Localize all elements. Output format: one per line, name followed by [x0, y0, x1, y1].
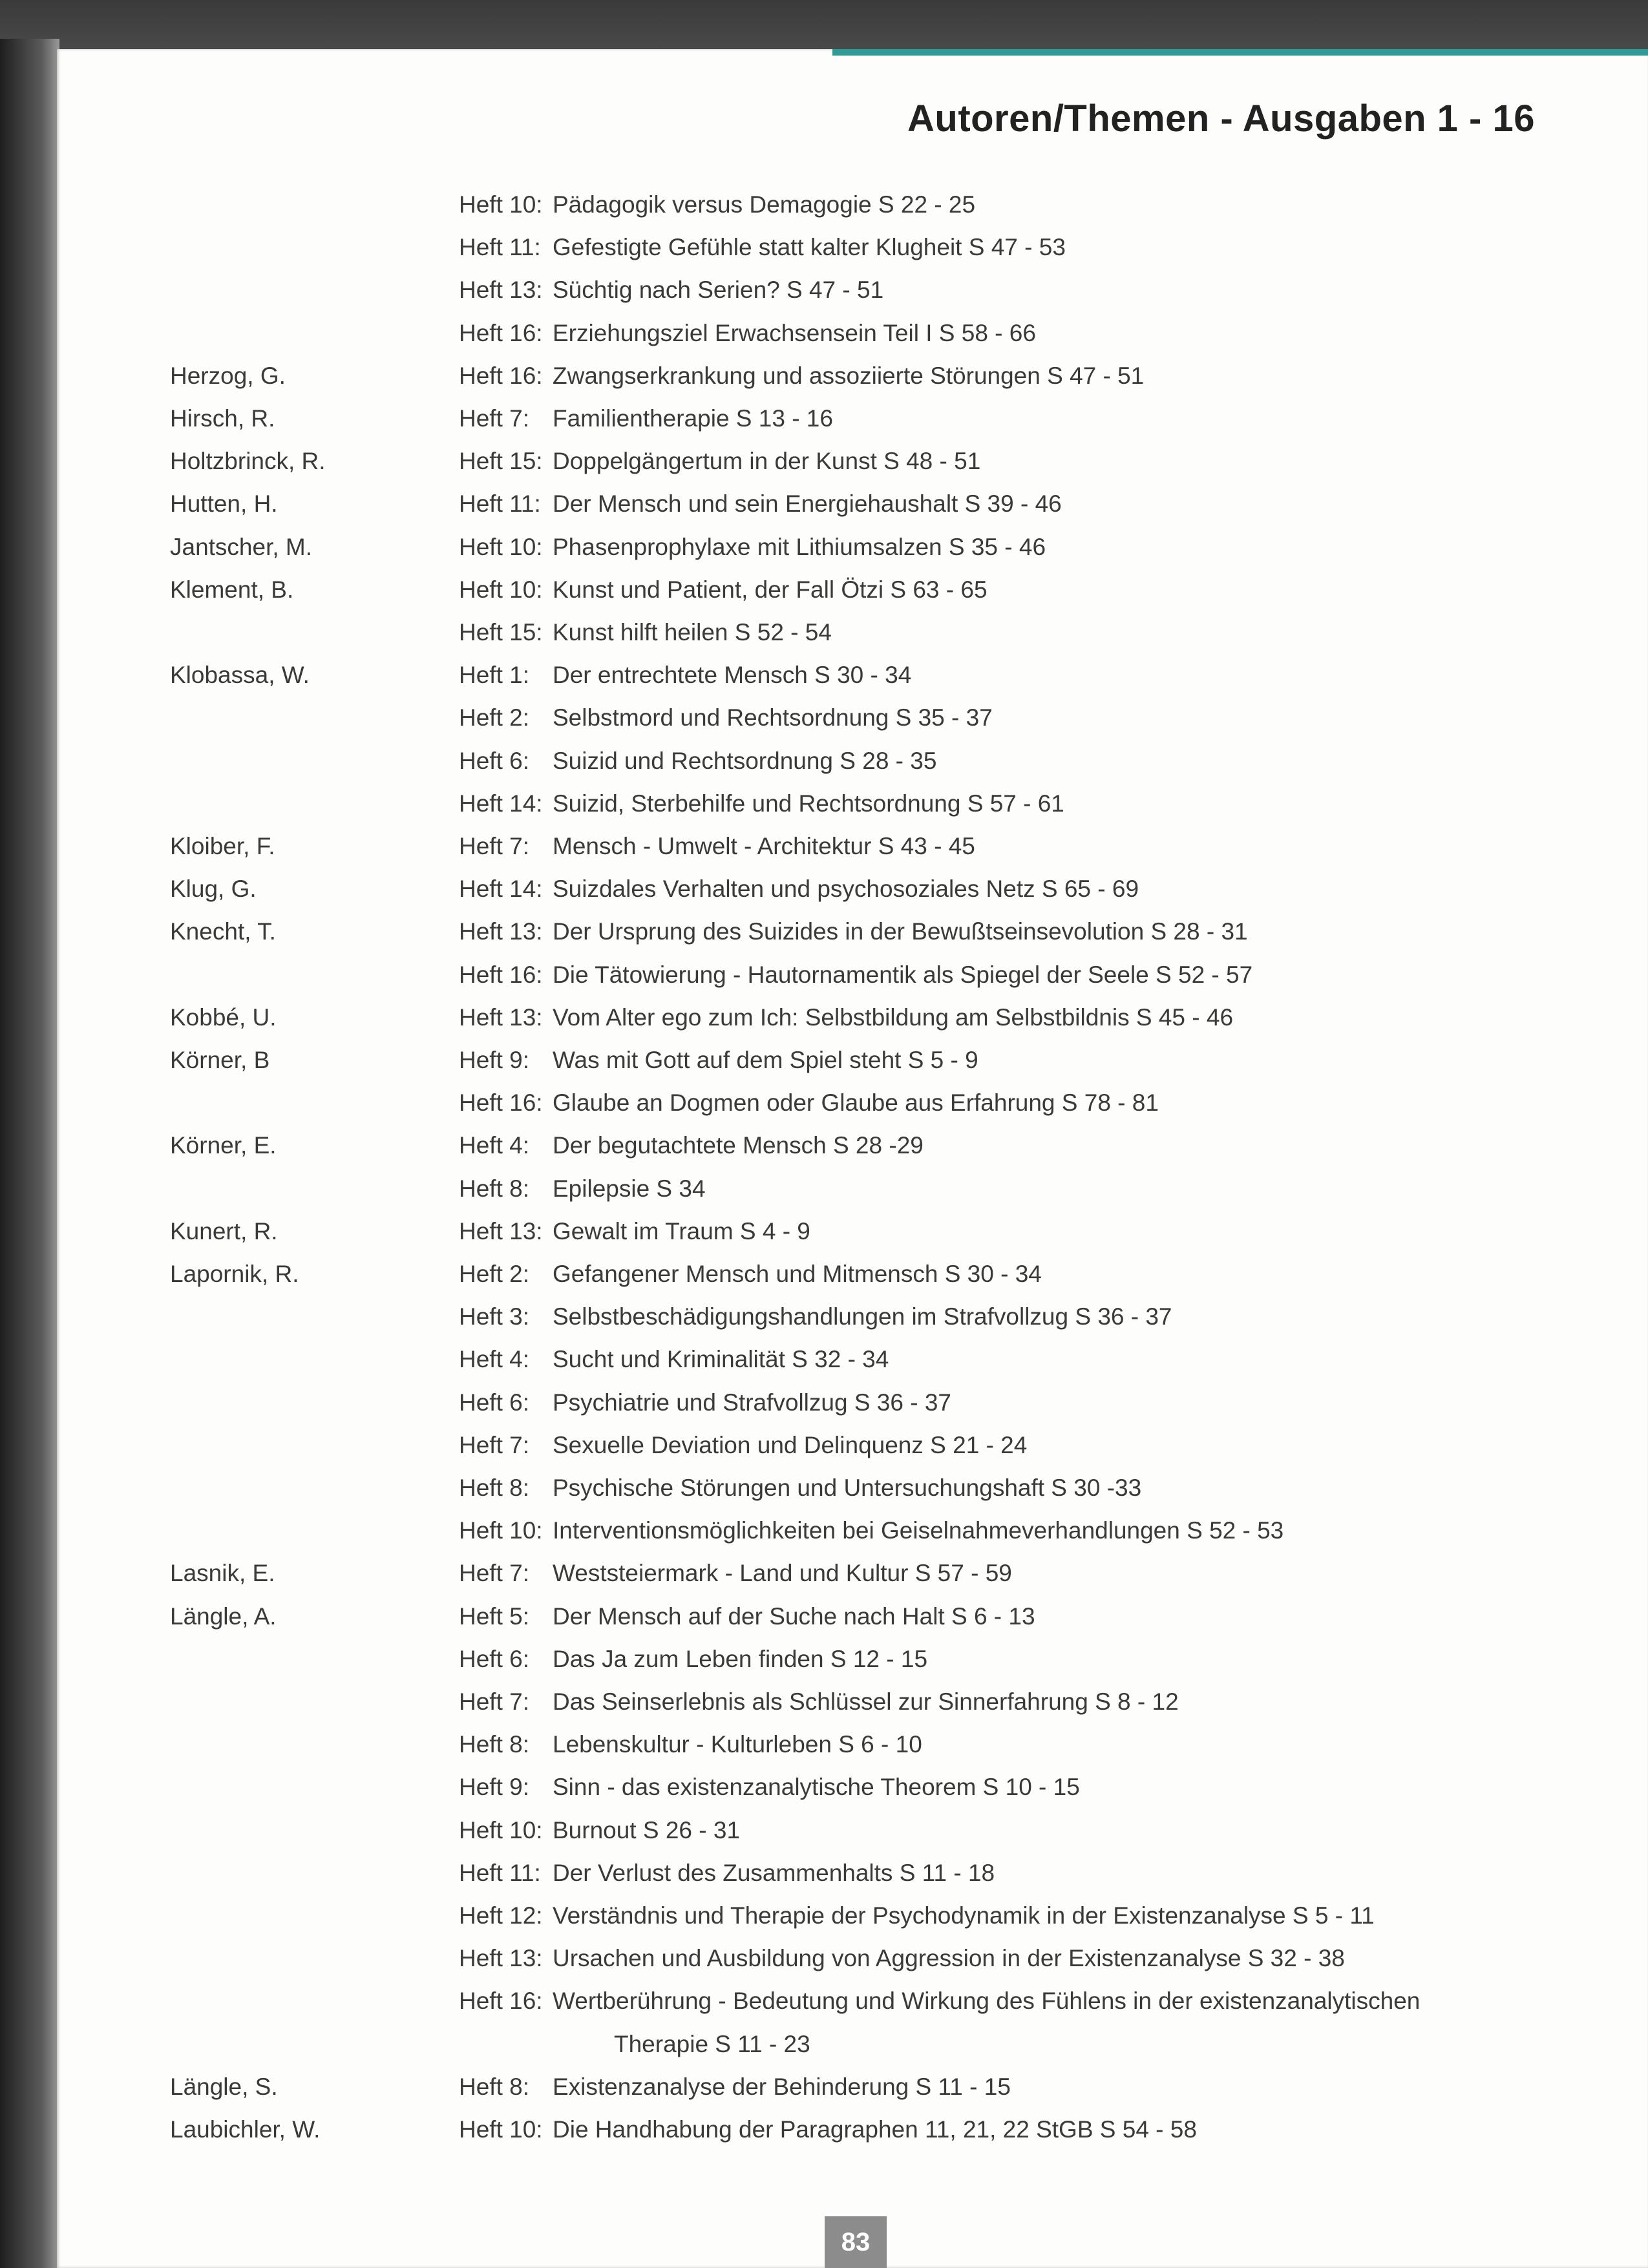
- index-entry-row: [57, 490, 1648, 533]
- entry-article-title: Das Ja zum Leben finden S 12 - 15: [553, 1645, 928, 1672]
- index-entry-row: [57, 1218, 1648, 1261]
- entry-article-title: Erziehungsziel Erwachsensein Teil I S 58 - 66: [553, 319, 1036, 346]
- entry-issue-number: Heft 10:: [459, 576, 543, 603]
- entry-author: Knecht, T.: [170, 918, 276, 945]
- index-entry-row: [57, 1817, 1648, 1860]
- entry-author: Kloiber, F.: [170, 833, 275, 859]
- entry-issue-number: Heft 12:: [459, 1902, 543, 1929]
- entry-issue-number: Heft 3:: [459, 1303, 529, 1330]
- entry-author: Hutten, H.: [170, 490, 278, 518]
- entry-issue-number: Heft 7:: [459, 405, 529, 432]
- entry-article-title: Der entrechtete Mensch S 30 - 34: [553, 662, 912, 689]
- entry-issue-number: Heft 16:: [459, 362, 543, 389]
- entry-article-title: Selbstbeschädigungshandlungen im Strafvollzug S 36 - 37: [553, 1303, 1172, 1330]
- entry-issue-number: Heft 7:: [459, 1431, 529, 1458]
- entry-author: Herzog, G.: [170, 362, 286, 389]
- index-entry-row: [57, 1688, 1648, 1731]
- index-entry-row: [57, 1860, 1648, 1902]
- entry-article-title: Interventionsmöglichkeiten bei Geiselnahmeverhandlungen S 52 - 53: [553, 1517, 1284, 1544]
- entry-article-title: Der Mensch und sein Energiehaushalt S 39 - 46: [553, 490, 1062, 518]
- entry-article-title: Sinn - das existenzanalytische Theorem S 10 - 15: [553, 1774, 1080, 1801]
- entry-article-title: Vom Alter ego zum Ich: Selbstbildung am Selbstbildnis S 45 - 46: [553, 1003, 1234, 1031]
- entry-issue-number: Heft 14:: [459, 876, 543, 903]
- entry-article-title: Existenzanalyse der Behinderung S 11 - 15: [553, 2073, 1011, 2100]
- entry-article-title: Was mit Gott auf dem Spiel steht S 5 - 9: [553, 1047, 978, 1073]
- entry-issue-number: Heft 7:: [459, 1688, 529, 1715]
- index-entry-row: [57, 833, 1648, 876]
- entry-author: Klement, B.: [170, 576, 294, 603]
- index-entry-row: [57, 1047, 1648, 1089]
- entry-author: Kunert, R.: [170, 1217, 278, 1244]
- scan-background-left-edge: [0, 39, 59, 2268]
- index-entry-row: [57, 790, 1648, 833]
- entry-issue-number: Heft 13:: [459, 918, 543, 945]
- entry-article-title: Der begutachtete Mensch S 28 -29: [553, 1132, 924, 1159]
- entry-author: Körner, B: [170, 1047, 270, 1073]
- entry-article-title: Suizid und Rechtsordnung S 28 - 35: [553, 747, 937, 774]
- index-entry-row: [57, 277, 1648, 319]
- entry-issue-number: Heft 13:: [459, 277, 543, 304]
- entry-issue-number: Heft 15:: [459, 448, 543, 475]
- entry-issue-number: Heft 10:: [459, 1816, 543, 1843]
- entry-article-title: Selbstmord und Rechtsordnung S 35 - 37: [553, 704, 993, 731]
- entry-issue-number: Heft 2:: [459, 704, 529, 731]
- index-entry-row: [57, 2031, 1648, 2074]
- entry-article-title: Weststeiermark - Land und Kultur S 57 - 59: [553, 1560, 1012, 1587]
- entry-article-title: Sucht und Kriminalität S 32 - 34: [553, 1346, 889, 1373]
- index-entry-row: [57, 534, 1648, 576]
- entry-article-title: Familientherapie S 13 - 16: [553, 405, 833, 432]
- entry-issue-number: Heft 10:: [459, 533, 543, 560]
- index-entry-row: [57, 619, 1648, 662]
- entry-article-title: Therapie S 11 - 23: [614, 2030, 810, 2057]
- entry-article-title: Gefangener Mensch und Mitmensch S 30 - 34: [553, 1261, 1042, 1287]
- index-entry-row: [57, 1517, 1648, 1560]
- entry-article-title: Phasenprophylaxe mit Lithiumsalzen S 35 - 46: [553, 533, 1046, 560]
- entry-author: Laubichler, W.: [170, 2116, 321, 2143]
- index-entry-row: [57, 576, 1648, 619]
- entry-issue-number: Heft 8:: [459, 1731, 529, 1758]
- index-entry-row: [57, 1731, 1648, 1774]
- entry-article-title: Süchtig nach Serien? S 47 - 51: [553, 277, 884, 304]
- entry-article-title: Zwangserkrankung und assoziierte Störungen S 47 - 51: [553, 362, 1145, 389]
- index-entry-row: [57, 2074, 1648, 2116]
- index-entry-row: [57, 1646, 1648, 1688]
- index-entry-row: [57, 704, 1648, 747]
- entry-issue-number: Heft 10:: [459, 1517, 543, 1544]
- entry-issue-number: Heft 16:: [459, 319, 543, 346]
- index-entry-row: [57, 1774, 1648, 1816]
- entry-issue-number: Heft 4:: [459, 1346, 529, 1373]
- index-entry-row: [57, 320, 1648, 362]
- entry-author: Klug, G.: [170, 876, 257, 903]
- entry-issue-number: Heft 13:: [459, 1945, 543, 1972]
- entry-author: Klobassa, W.: [170, 662, 310, 689]
- entry-article-title: Sexuelle Deviation und Delinquenz S 21 - 24: [553, 1431, 1028, 1458]
- entry-issue-number: Heft 16:: [459, 961, 543, 988]
- entry-author: Lasnik, E.: [170, 1560, 275, 1587]
- index-entry-row: [57, 1560, 1648, 1602]
- entry-article-title: Gefestigte Gefühle statt kalter Klugheit S 47 - 53: [553, 234, 1066, 261]
- index-entry-row: [57, 1945, 1648, 1988]
- entry-issue-number: Heft 11:: [459, 490, 541, 518]
- entry-issue-number: Heft 15:: [459, 619, 543, 646]
- entry-issue-number: Heft 6:: [459, 1645, 529, 1672]
- index-entry-row: [57, 448, 1648, 490]
- entry-article-title: Doppelgängertum in der Kunst S 48 - 51: [553, 448, 981, 475]
- page-number: 83: [825, 2216, 887, 2268]
- index-entry-row: [57, 662, 1648, 704]
- index-entry-row: [57, 1175, 1648, 1218]
- entry-issue-number: Heft 2:: [459, 1261, 529, 1287]
- entry-issue-number: Heft 16:: [459, 1988, 543, 2015]
- entry-issue-number: Heft 14:: [459, 790, 543, 817]
- entry-article-title: Der Ursprung des Suizides in der Bewußtseinsevolution S 28 - 31: [553, 918, 1248, 945]
- entry-article-title: Suizdales Verhalten und psychosoziales Netz S 65 - 69: [553, 876, 1139, 903]
- index-entry-row: [57, 1475, 1648, 1517]
- entry-issue-number: Heft 6:: [459, 747, 529, 774]
- entry-article-title: Ursachen und Ausbildung von Aggression in der Existenzanalyse S 32 - 38: [553, 1945, 1345, 1972]
- scan-background-top: [0, 0, 1648, 52]
- entry-article-title: Verständnis und Therapie der Psychodynamik in der Existenzanalyse S 5 - 11: [553, 1902, 1375, 1929]
- entry-issue-number: Heft 10:: [459, 191, 543, 218]
- entry-issue-number: Heft 10:: [459, 2116, 543, 2143]
- entry-article-title: Burnout S 26 - 31: [553, 1816, 741, 1843]
- entry-issue-number: Heft 11:: [459, 234, 541, 261]
- index-entry-row: [57, 191, 1648, 234]
- entry-issue-number: Heft 5:: [459, 1602, 529, 1630]
- entry-author: Körner, E.: [170, 1132, 277, 1159]
- entry-article-title: Pädagogik versus Demagogie S 22 - 25: [553, 191, 976, 218]
- index-entry-row: [57, 1004, 1648, 1047]
- index-entry-row: [57, 1988, 1648, 2030]
- entry-article-title: Kunst hilft heilen S 52 - 54: [553, 619, 832, 646]
- entry-issue-number: Heft 13:: [459, 1217, 543, 1244]
- entry-article-title: Mensch - Umwelt - Architektur S 43 - 45: [553, 833, 975, 859]
- entry-article-title: Die Tätowierung - Hautornamentik als Spiegel der Seele S 52 - 57: [553, 961, 1253, 988]
- entry-article-title: Psychiatrie und Strafvollzug S 36 - 37: [553, 1389, 951, 1416]
- index-entry-row: [57, 234, 1648, 277]
- entry-article-title: Gewalt im Traum S 4 - 9: [553, 1217, 810, 1244]
- entry-issue-number: Heft 7:: [459, 1560, 529, 1587]
- index-entry-row: [57, 1389, 1648, 1432]
- index-entry-row: [57, 1346, 1648, 1389]
- entry-issue-number: Heft 16:: [459, 1089, 543, 1117]
- entry-issue-number: Heft 8:: [459, 1475, 529, 1501]
- entry-article-title: Der Verlust des Zusammenhalts S 11 - 18: [553, 1859, 995, 1886]
- entry-author: Längle, A.: [170, 1602, 277, 1630]
- index-entry-row: [57, 1603, 1648, 1646]
- document-page: [57, 49, 1648, 2268]
- entry-article-title: Das Seinserlebnis als Schlüssel zur Sinnerfahrung S 8 - 12: [553, 1688, 1179, 1715]
- index-entry-row: [57, 1303, 1648, 1346]
- entry-issue-number: Heft 13:: [459, 1003, 543, 1031]
- entry-issue-number: Heft 9:: [459, 1774, 529, 1801]
- entry-author: Lapornik, R.: [170, 1261, 299, 1287]
- entry-article-title: Glaube an Dogmen oder Glaube aus Erfahrung S 78 - 81: [553, 1089, 1159, 1117]
- index-entry-row: [57, 876, 1648, 918]
- entry-author: Holtzbrinck, R.: [170, 448, 326, 475]
- page-title: Autoren/Themen - Ausgaben 1 - 16: [907, 98, 1535, 140]
- entry-issue-number: Heft 8:: [459, 2073, 529, 2100]
- index-entry-row: [57, 918, 1648, 961]
- entry-issue-number: Heft 8:: [459, 1175, 529, 1202]
- index-entry-row: [57, 1432, 1648, 1475]
- index-entry-row: [57, 961, 1648, 1004]
- entry-issue-number: Heft 4:: [459, 1132, 529, 1159]
- entry-article-title: Wertberührung - Bedeutung und Wirkung des Fühlens in der existenzanalytischen: [553, 1988, 1421, 2015]
- entry-issue-number: Heft 11:: [459, 1859, 541, 1886]
- entry-issue-number: Heft 9:: [459, 1047, 529, 1073]
- entry-issue-number: Heft 1:: [459, 662, 529, 689]
- entry-issue-number: Heft 7:: [459, 833, 529, 859]
- index-entry-row: [57, 1902, 1648, 1945]
- entry-author: Jantscher, M.: [170, 533, 313, 560]
- entry-author: Hirsch, R.: [170, 405, 275, 432]
- index-entry-row: [57, 2116, 1648, 2159]
- index-entry-row: [57, 1261, 1648, 1303]
- entry-article-title: Suizid, Sterbehilfe und Rechtsordnung S 57 - 61: [553, 790, 1064, 817]
- entry-article-title: Der Mensch auf der Suche nach Halt S 6 - 13: [553, 1602, 1035, 1630]
- entry-author: Kobbé, U.: [170, 1003, 277, 1031]
- entry-author: Längle, S.: [170, 2073, 278, 2100]
- entry-article-title: Psychische Störungen und Untersuchungshaft S 30 -33: [553, 1475, 1142, 1501]
- entry-article-title: Kunst und Patient, der Fall Ötzi S 63 - 65: [553, 576, 988, 603]
- index-entry-row: [57, 362, 1648, 405]
- entry-article-title: Die Handhabung der Paragraphen 11, 21, 22 StGB S 54 - 58: [553, 2116, 1197, 2143]
- index-entry-row: [57, 1089, 1648, 1132]
- index-entry-row: [57, 748, 1648, 790]
- index-entry-row: [57, 405, 1648, 448]
- header-accent-strip: [832, 49, 1648, 56]
- entry-article-title: Lebenskultur - Kulturleben S 6 - 10: [553, 1731, 922, 1758]
- index-entry-row: [57, 1132, 1648, 1175]
- entry-issue-number: Heft 6:: [459, 1389, 529, 1416]
- entry-article-title: Epilepsie S 34: [553, 1175, 706, 1202]
